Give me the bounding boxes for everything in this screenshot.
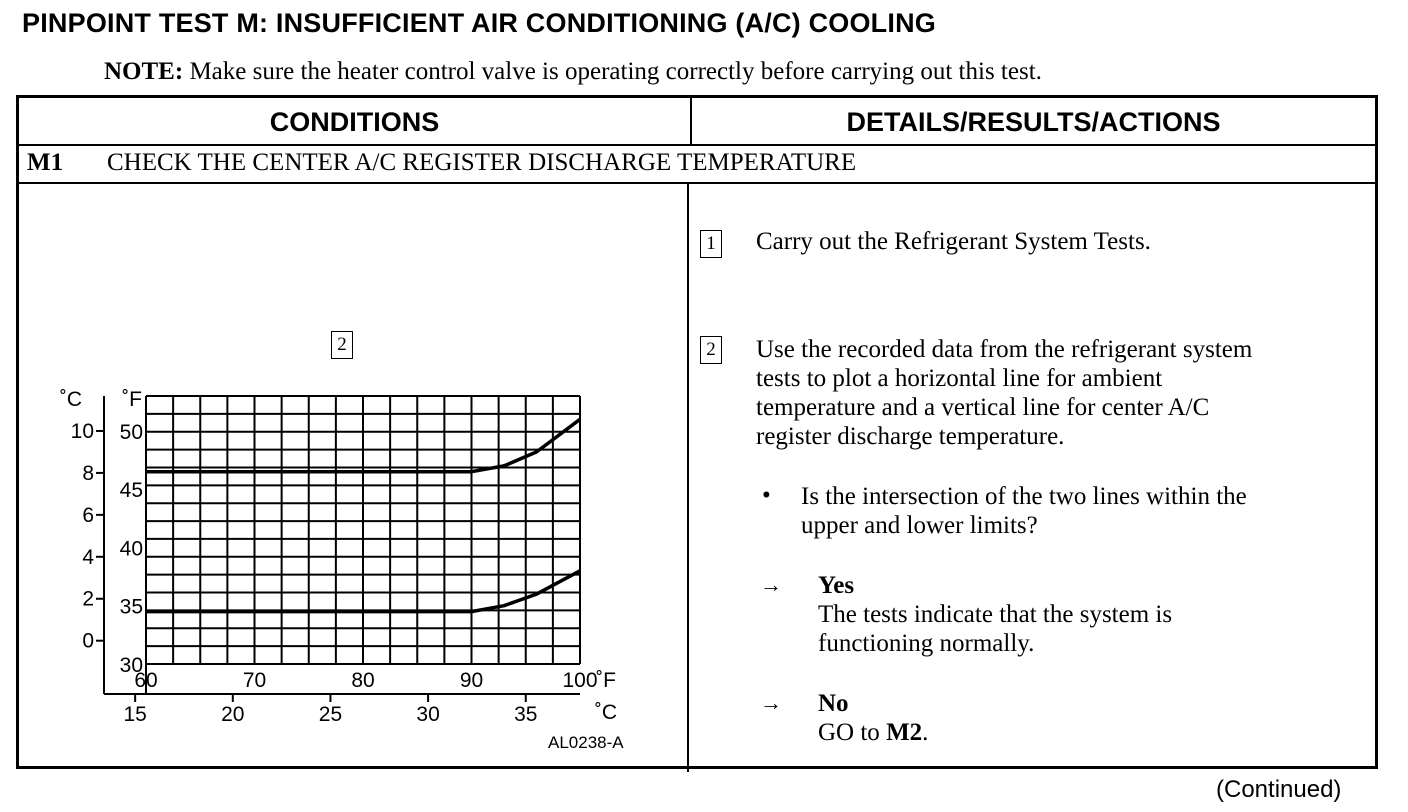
y-tick-label-f: 45 (119, 479, 143, 503)
yes-line: The tests indicate that the system is (818, 601, 1173, 628)
continued-label: (Continued) (1216, 776, 1342, 803)
x-tick-label-f: 100 (562, 669, 598, 692)
x-tick-label-f: 70 (242, 669, 267, 692)
step-2-line: tests to plot a horizontal line for ambient (756, 365, 1163, 392)
yes-label: Yes (818, 572, 855, 599)
yes-line: functioning normally. (818, 630, 1035, 657)
conditions-header: CONDITIONS (269, 107, 440, 137)
x-tick-label-f: 80 (351, 669, 375, 692)
question-line: Is the intersection of the two lines within the (801, 483, 1247, 510)
question-line: upper and lower limits? (801, 512, 1038, 539)
x-unit-c: ˚C (594, 701, 618, 724)
x-tick-label-f: 60 (134, 669, 158, 692)
step-2-line: temperature and a vertical line for center A/C (756, 394, 1210, 421)
step-2-line: Use the recorded data from the refrigerant system (756, 336, 1253, 363)
body-divider (687, 182, 689, 772)
step-2-line: register discharge temperature. (756, 423, 1065, 450)
right-arrow-icon: → (760, 690, 782, 715)
y-tick-label-f: 40 (119, 537, 143, 561)
x-tick-label-c: 35 (514, 703, 538, 726)
table-header-row (19, 98, 1375, 146)
action-step-1-number: 1 (700, 230, 722, 258)
y-tick-label-f: 50 (119, 420, 143, 444)
step-id: M1 (27, 149, 64, 176)
no-result (818, 689, 928, 747)
right-arrow-icon: → (760, 572, 782, 597)
no-action (818, 718, 928, 747)
x-unit-f: ˚F (596, 669, 616, 692)
y-tick-label-c: 6 (82, 503, 94, 527)
no-label: No (818, 690, 849, 717)
figure-code: AL0238-A (548, 733, 624, 752)
note-label: NOTE: (104, 58, 184, 85)
bullet-icon: • (762, 482, 771, 509)
details-header: DETAILS/RESULTS/ACTIONS (846, 107, 1221, 137)
action-step-2-text (756, 335, 1252, 451)
y-tick-label-c: 10 (70, 419, 94, 443)
x-tick-label-c: 20 (221, 703, 245, 726)
x-tick-label-c: 25 (318, 703, 343, 726)
x-tick-label-c: 15 (123, 703, 147, 726)
y-tick-label-c: 8 (82, 461, 94, 485)
x-tick-label-f: 90 (459, 669, 484, 692)
action-step-2-number: 2 (700, 336, 722, 364)
y-unit-f: ˚F (122, 388, 142, 411)
page-title: PINPOINT TEST M: INSUFFICIENT AIR CONDITIONING (A/C) COOLING (22, 8, 936, 38)
yes-result (818, 571, 1172, 658)
question (801, 482, 1247, 540)
y-tick-label-f: 30 (119, 654, 143, 677)
y-tick-label-c: 4 (82, 545, 94, 569)
step-row (19, 144, 1375, 184)
y-tick-label-c: 2 (82, 587, 94, 611)
chart-step-number: 2 (331, 331, 353, 359)
x-tick-label-c: 30 (416, 703, 440, 726)
no-action-target: M2 (886, 719, 923, 746)
no-action-suffix: . (922, 719, 929, 746)
note (104, 58, 1042, 86)
action-step-1-text: Carry out the Refrigerant System Tests. (756, 228, 1151, 255)
y-tick-label-c: 0 (82, 629, 94, 653)
y-unit-c: ˚C (59, 388, 82, 411)
step-title: CHECK THE CENTER A/C REGISTER DISCHARGE TEMPERATURE (107, 149, 857, 176)
y-tick-label-f: 35 (119, 595, 143, 619)
discharge-temperature-chart (48, 388, 628, 728)
note-text: Make sure the heater control valve is operating correctly before carrying out this test. (189, 58, 1042, 85)
no-action-prefix: GO to (818, 719, 887, 746)
